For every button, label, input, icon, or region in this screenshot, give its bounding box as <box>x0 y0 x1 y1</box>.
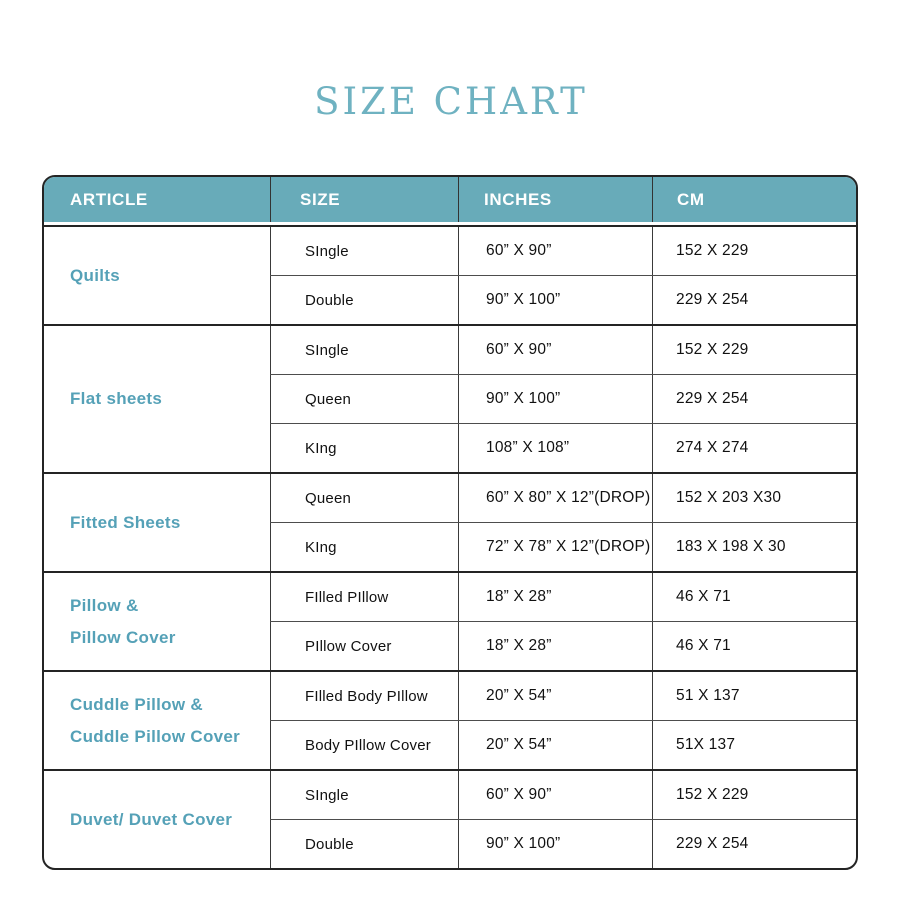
size-cell: Queen <box>270 375 458 423</box>
table-row <box>270 474 856 522</box>
cm-cell: 51X 137 <box>652 721 856 769</box>
article-line: Cuddle Pillow Cover <box>70 726 241 746</box>
cm-cell: 183 X 198 X 30 <box>652 523 856 571</box>
table-header-row <box>44 177 856 222</box>
table-row <box>270 374 856 423</box>
article-line: Fitted Sheets <box>70 512 181 532</box>
article-line: Pillow & <box>70 595 139 615</box>
cm-cell: 152 X 229 <box>652 326 856 374</box>
article-line: Cuddle Pillow & <box>70 694 203 714</box>
size-cell: SIngle <box>270 771 458 819</box>
cm-cell: 152 X 229 <box>652 227 856 275</box>
inches-cell: 20” X 54” <box>458 672 652 720</box>
table-body <box>44 225 856 868</box>
section-rows <box>270 573 856 670</box>
size-cell: FIlled PIllow <box>270 573 458 621</box>
cm-cell: 229 X 254 <box>652 276 856 324</box>
section-pillow <box>44 573 856 672</box>
cm-cell: 152 X 229 <box>652 771 856 819</box>
header-cm: CM <box>652 177 856 222</box>
size-chart-table <box>42 175 858 870</box>
inches-cell: 18” X 28” <box>458 573 652 621</box>
header-size: SIZE <box>270 177 458 222</box>
article-label <box>44 474 270 571</box>
cm-cell: 152 X 203 X30 <box>652 474 856 522</box>
size-cell: SIngle <box>270 326 458 374</box>
section-cuddle-pillow <box>44 672 856 771</box>
table-row <box>270 771 856 819</box>
table-row <box>270 819 856 868</box>
section-rows <box>270 672 856 769</box>
size-cell: Queen <box>270 474 458 522</box>
table-row <box>270 423 856 472</box>
article-label <box>44 771 270 868</box>
cm-cell: 229 X 254 <box>652 820 856 868</box>
inches-cell: 90” X 100” <box>458 375 652 423</box>
cm-cell: 274 X 274 <box>652 424 856 472</box>
table-row <box>270 672 856 720</box>
article-label <box>44 326 270 472</box>
cm-cell: 229 X 254 <box>652 375 856 423</box>
table-row <box>270 720 856 769</box>
size-cell: SIngle <box>270 227 458 275</box>
size-cell: Body PIllow Cover <box>270 721 458 769</box>
article-line: Quilts <box>70 265 120 285</box>
article-line: Duvet/ Duvet Cover <box>70 809 233 829</box>
cm-cell: 46 X 71 <box>652 573 856 621</box>
table-row <box>270 573 856 621</box>
inches-cell: 18” X 28” <box>458 622 652 670</box>
size-cell: KIng <box>270 424 458 472</box>
article-line: Flat sheets <box>70 389 163 408</box>
inches-cell: 90” X 100” <box>458 820 652 868</box>
table-row <box>270 621 856 670</box>
section-flat-sheets <box>44 326 856 474</box>
table-row <box>270 522 856 571</box>
table-row <box>270 275 856 324</box>
section-fitted-sheets <box>44 474 856 573</box>
header-inches: INCHES <box>458 177 652 222</box>
section-rows <box>270 326 856 472</box>
size-cell: Double <box>270 820 458 868</box>
page-title: SIZE CHART <box>314 80 588 123</box>
inches-cell: 60” X 90” <box>458 227 652 275</box>
section-rows <box>270 227 856 324</box>
section-quilts <box>44 227 856 326</box>
size-cell: PIllow Cover <box>270 622 458 670</box>
inches-cell: 72” X 78” X 12”(DROP) <box>458 523 652 571</box>
section-duvet <box>44 771 856 868</box>
article-line: Pillow Cover <box>70 627 176 647</box>
section-rows <box>270 771 856 868</box>
header-article: ARTICLE <box>70 189 148 209</box>
article-label <box>44 227 270 324</box>
size-cell: Double <box>270 276 458 324</box>
inches-cell: 60” X 80” X 12”(DROP) <box>458 474 652 522</box>
size-cell: FIlled Body PIllow <box>270 672 458 720</box>
inches-cell: 90” X 100” <box>458 276 652 324</box>
size-cell: KIng <box>270 523 458 571</box>
article-label <box>44 672 270 769</box>
table-row <box>270 227 856 275</box>
inches-cell: 20” X 54” <box>458 721 652 769</box>
inches-cell: 60” X 90” <box>458 771 652 819</box>
table-row <box>270 326 856 374</box>
cm-cell: 46 X 71 <box>652 622 856 670</box>
cm-cell: 51 X 137 <box>652 672 856 720</box>
inches-cell: 60” X 90” <box>458 326 652 374</box>
inches-cell: 108” X 108” <box>458 424 652 472</box>
section-rows <box>270 474 856 571</box>
article-label <box>44 573 270 670</box>
